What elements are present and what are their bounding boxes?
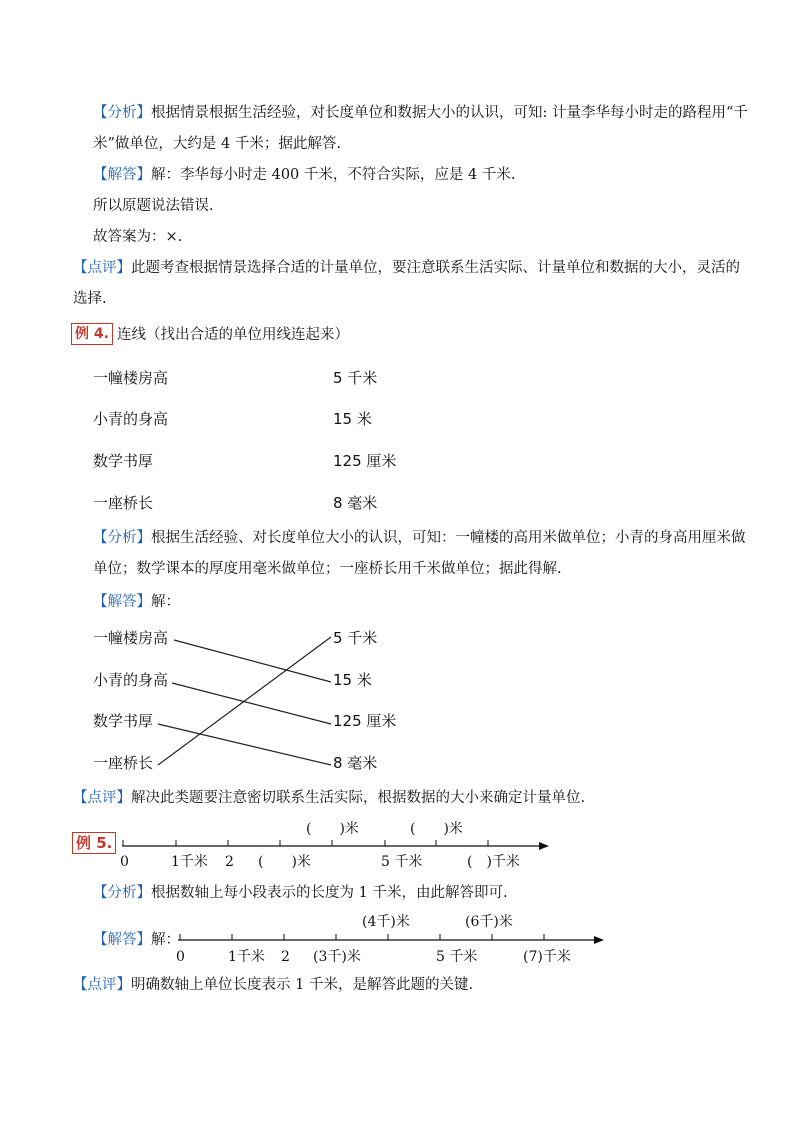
right-item: 15 米: [333, 410, 372, 428]
answer-label: (6千)米: [465, 914, 513, 930]
answer-left-item: 数学书厚: [93, 712, 154, 730]
answer-right-item: 8 毫米: [333, 754, 378, 772]
tick-label: 5 千米: [381, 854, 423, 870]
right-item: 5 千米: [333, 369, 378, 387]
tick-label: 0: [176, 949, 185, 965]
answer-right-item: 125 厘米: [333, 712, 397, 730]
tick-label: 0: [120, 854, 129, 870]
right-item: 8 毫米: [333, 494, 378, 512]
answer-left-item: 小青的身高: [93, 671, 169, 689]
comment-text-line-1: 此题考查根据情景选择合适的计量单位，要注意联系生活实际、计量单位和数据的大小，灵活的: [131, 260, 740, 276]
answer-text: 解：: [151, 594, 180, 610]
example-4-title: 连线（找出合适的单位用线连起来）: [117, 327, 349, 343]
analysis-text-line-1: 根据情景根据生活经验，对长度单位和数据大小的认识，可知: 计量李华每小时走的路程用“千: [151, 105, 748, 121]
comment-tag: 【点评】: [73, 977, 131, 993]
answer-text: 解：: [151, 932, 180, 948]
analysis-text: 根据数轴上每小段表示的长度为 1 千米，由此解答即可.: [151, 885, 508, 901]
left-item: 小青的身高: [93, 410, 169, 428]
example-4-label: 例 4.: [71, 323, 113, 345]
answer-right-item: 5 千米: [333, 629, 378, 647]
tick-label: 5 千米: [436, 949, 478, 965]
comment-tag: 【点评】: [73, 790, 131, 806]
answer-label: (4千)米: [362, 914, 410, 930]
analysis-tag: 【分析】: [93, 105, 151, 121]
left-item: 数学书厚: [93, 452, 154, 470]
answer-tag: 【解答】: [93, 932, 151, 948]
tick-label: 2: [225, 854, 234, 870]
comment-text: 明确数轴上单位长度表示 1 千米，是解答此题的关键.: [131, 977, 474, 993]
answer-text-line-2: 所以原题说法错误.: [93, 198, 214, 214]
answer-right-item: 15 米: [333, 671, 372, 689]
left-item: 一幢楼房高: [93, 369, 169, 387]
example-5-label: 例 5.: [72, 832, 116, 854]
answer-label: (3千)米: [313, 949, 361, 965]
right-item: 125 厘米: [333, 452, 397, 470]
comment-text-line-2: 选择.: [73, 291, 107, 307]
answer-text-line-1: 解：李华每小时走 400 千米，不符合实际，应是 4 千米.: [151, 167, 516, 183]
blank-label: ( )米: [306, 821, 359, 837]
analysis-text-line-2: 米”做单位，大约是 4 千米；据此解答.: [93, 136, 341, 152]
tick-label: 1千米: [171, 854, 208, 870]
analysis-text-line-1: 根据生活经验、对长度单位大小的认识，可知：一幢楼的高用米做单位；小青的身高用厘米做: [151, 530, 746, 546]
blank-label: ( )米: [258, 854, 311, 870]
analysis-tag: 【分析】: [93, 530, 151, 546]
axis-arrow: [594, 936, 604, 944]
comment-tag: 【点评】: [73, 260, 131, 276]
tick-label: 2: [281, 949, 290, 965]
answer-left-item: 一幢楼房高: [93, 629, 169, 647]
analysis-tag: 【分析】: [93, 885, 151, 901]
comment-paragraph-3: [73, 975, 473, 995]
answer-left-item: 一座桥长: [93, 754, 154, 772]
left-item: 一座桥长: [93, 494, 154, 512]
answer-label: (7)千米: [523, 949, 571, 965]
comment-text: 解决此类题要注意密切联系生活实际，根据数据的大小来确定计量单位.: [131, 790, 586, 806]
answer-tag: 【解答】: [93, 594, 151, 610]
answer-text-line-3: 故答案为：×.: [93, 229, 183, 245]
blank-label: ( )千米: [467, 854, 520, 870]
answer-tag: 【解答】: [93, 167, 151, 183]
analysis-text-line-2: 单位；数学课本的厚度用毫米做单位；一座桥长用千米做单位；据此得解.: [93, 561, 562, 577]
blank-label: ( )米: [410, 821, 463, 837]
tick-label: 1千米: [228, 949, 265, 965]
